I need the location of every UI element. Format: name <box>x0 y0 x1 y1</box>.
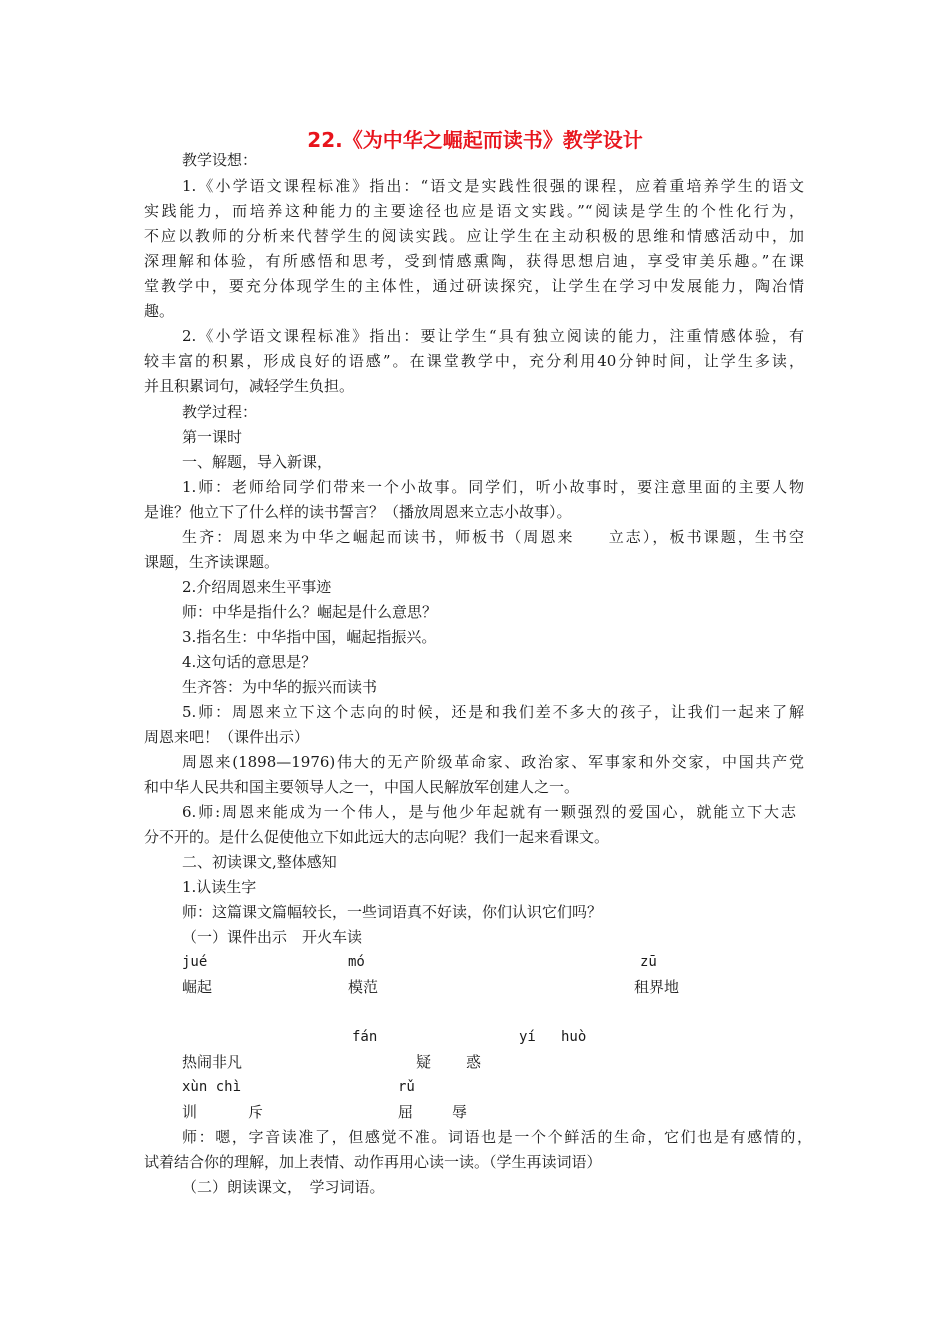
vocab-word: 热闹非凡 <box>182 1053 243 1071</box>
pinyin: rǔ <box>398 1079 415 1095</box>
text-line: （二）朗读课文， 学习词语。 <box>182 1178 385 1196</box>
pinyin: xùn chì <box>182 1079 242 1095</box>
text-line: 分不开的。是什么促使他立下如此远大的志向呢？我们一起来看课文。 <box>144 828 610 846</box>
pinyin: jué <box>182 954 208 970</box>
text-line: 生齐答：为中华的振兴而读书 <box>182 678 378 696</box>
vocab-word: 模范 <box>348 978 379 996</box>
vocab-word: 屈 <box>398 1103 414 1121</box>
text-line: 6.师:周恩来能成为一个伟人，是与他少年起就有一颗强烈的爱国心，就能立下大志 <box>182 803 796 821</box>
document-title: 22.《为中华之崛起而读书》教学设计 <box>307 128 643 152</box>
pinyin: zū <box>640 954 657 970</box>
text-line: 二、初读课文,整体感知 <box>182 853 337 871</box>
text-line: 实践能力，而培养这种能力的主要途径也应是语文实践。”“阅读是学生的个性化行为， <box>144 202 804 220</box>
vocab-word: 惑 <box>466 1053 482 1071</box>
text-line: （一）课件出示 开火车读 <box>182 928 363 946</box>
pinyin: fán <box>352 1029 378 1045</box>
pinyin: mó <box>348 954 365 970</box>
text-line: 师：嗯，字音读准了，但感觉不准。词语也是一个个鲜活的生命，它们也是有感情的， <box>182 1128 812 1146</box>
text-line: 1.《小学语文课程标准》指出：“语文是实践性很强的课程，应着重培养学生的语文 <box>182 177 804 195</box>
text-line: 课题，生齐读课题。 <box>144 553 280 571</box>
text-line: 1.师：老师给同学们带来一个小故事。同学们，听小故事时，要注意里面的主要人物 <box>182 478 804 496</box>
text-line: 周恩来(1898—1976)伟大的无产阶级革命家、政治家、军事家和外交家，中国共产党 <box>182 753 804 771</box>
text-line: 较丰富的积累，形成良好的语感”。在课堂教学中，充分利用40分钟时间，让学生多读， <box>144 352 804 370</box>
text-line: 试着结合你的理解，加上表情、动作再用心读一读。（学生再读词语） <box>144 1153 602 1171</box>
vocab-word: 训 <box>182 1103 198 1121</box>
text-line: 是谁？他立下了什么样的读书誓言？（播放周恩来立志小故事）。 <box>144 503 572 521</box>
text-line: 深理解和体验，有所感悟和思考，受到情感熏陶，获得思想启迪，享受审美乐趣。”在课 <box>144 252 804 270</box>
text-line: 和中华人民共和国主要领导人之一，中国人民解放军创建人之一。 <box>144 778 580 796</box>
pinyin: huò <box>561 1029 587 1045</box>
text-line: 师：这篇课文篇幅较长，一些词语真不好读，你们认识它们吗？ <box>182 903 603 921</box>
text-line: 堂教学中，要充分体现学生的主体性，通过研读探究，让学生在学习中发展能力，陶冶情 <box>144 277 804 295</box>
vocab-word: 斥 <box>248 1103 264 1121</box>
text-line: 1.认读生字 <box>182 878 257 896</box>
vocab-word: 疑 <box>416 1053 432 1071</box>
text-line: 4.这句话的意思是？ <box>182 653 317 671</box>
text-line: 5.师：周恩来立下这个志向的时候，还是和我们差不多大的孩子，让我们一起来了解 <box>182 703 804 721</box>
text-line: 周恩来吧！（课件出示） <box>144 728 310 746</box>
text-line: 不应以教师的分析来代替学生的阅读实践。应让学生在主动积极的思维和情感活动中，加 <box>144 227 804 245</box>
text-line: 趣。 <box>144 302 175 320</box>
vocab-word: 租界地 <box>634 978 680 996</box>
text-line: 2.介绍周恩来生平事迹 <box>182 578 332 596</box>
text-line: 2.《小学语文课程标准》指出：要让学生“具有独立阅读的能力，注重情感体验，有 <box>182 327 804 345</box>
text-line: 教学设想： <box>182 151 258 169</box>
text-line: 第一课时 <box>182 428 243 446</box>
text-line: 师：中华是指什么？崛起是什么意思？ <box>182 603 438 621</box>
text-line: 教学过程： <box>182 403 258 421</box>
vocab-word: 辱 <box>452 1103 468 1121</box>
vocab-word: 崛起 <box>182 978 213 996</box>
text-line: 生齐：周恩来为中华之崛起而读书，师板书（周恩来 立志），板书课题，生书空 <box>182 528 804 546</box>
text-line: 并且积累词句，减轻学生负担。 <box>144 377 355 395</box>
pinyin: yí <box>519 1029 536 1045</box>
text-line: 3.指名生：中华指中国，崛起指振兴。 <box>182 628 437 646</box>
text-line: 一、解题，导入新课， <box>182 453 333 471</box>
